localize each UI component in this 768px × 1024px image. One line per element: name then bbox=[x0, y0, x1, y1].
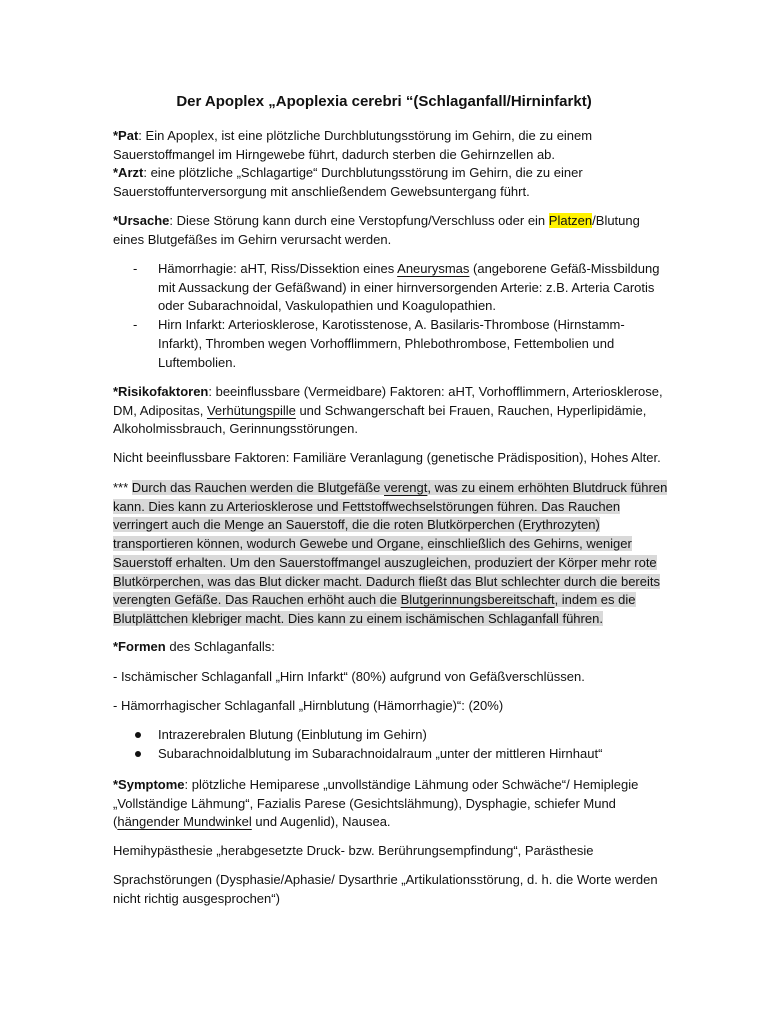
highlighted-text bbox=[113, 480, 667, 626]
dash-marker: - bbox=[133, 317, 138, 333]
rauchen-text-mid: , was zu einem erhöhten Blutdruck führen kann. Dies kann zu Arteriosklerose und Fettstoffwechselstörungen führen. Das Rauchen verringert auch die Menge an Sauerstoff, die die roten Blutkörperchen (Erythrozyten) transportieren können, wodurch Gewebe und Organe, einschließlich des Gehirns, weniger Sauerstoff erhalten. Um den Sauerstoffmangel auszugleichen, produziert der Körper mehr rote Blutkörperchen, was das Blut dicker macht. Dadurch fließt das Blut schlechter durch die bereits verengten Gefäße. Das Rauchen erhöht auch die bbox=[113, 480, 668, 608]
list-item-text-end: (angeborene Gefäß-Missbildung mit Aussackung der Gefäßwand) in einer hirnversorgenden Arterie: z.B. Arteria Carotis oder Subarachnoidal, Vaskulopathien und Koagulopathien. bbox=[158, 261, 660, 314]
symptome-text-end: und Augenlid), Nausea. bbox=[251, 814, 391, 830]
formen-label: *Formen bbox=[113, 639, 166, 654]
rauchen-paragraph bbox=[113, 479, 668, 629]
list-item-text: Hirn Infarkt: Arteriosklerose, Karotisstenose, A. Basilaris-Thrombose (Hirnstamm-Infarkt), Thromben wegen Vorhofflimmern, Phlebothrombose, Fettembolien und Luftembolien. bbox=[158, 317, 625, 370]
underlined-term: verengt bbox=[384, 480, 428, 495]
bullet-marker bbox=[135, 732, 141, 738]
underlined-term: Verhütungspille bbox=[206, 402, 296, 418]
list-item bbox=[113, 260, 668, 316]
pat-label: *Pat bbox=[113, 128, 139, 143]
hemihypaesthesie-paragraph: Hemihypästhesie „herabgesetzte Druck- bzw. Berührungsempfindung“, Parästhesie bbox=[113, 843, 594, 858]
ursache-text-end: /Blutung eines Blutgefäßes im Gehirn verursacht werden. bbox=[113, 213, 640, 247]
list-item-text: Intrazerebralen Blutung (Einblutung im Gehirn) bbox=[158, 727, 427, 742]
bullet-marker bbox=[135, 751, 141, 757]
underlined-term: hängender Mundwinkel bbox=[117, 814, 252, 830]
ischaemisch-line: - Ischämischer Schlaganfall „Hirn Infarkt“ (80%) aufgrund von Gefäßverschlüssen. bbox=[113, 669, 585, 684]
haemorrhagisch-line: - Hämorrhagischer Schlaganfall „Hirnblutung (Hämorrhagie)“: (20%) bbox=[113, 698, 504, 713]
ursache-list bbox=[113, 260, 668, 372]
list-item bbox=[113, 726, 668, 745]
page-title: Der Apoplex „Apoplexia cerebri “(Schlaganfall/Hirninfarkt) bbox=[176, 93, 592, 110]
risiko-label: *Risikofaktoren bbox=[113, 384, 209, 399]
definition-paragraph bbox=[113, 127, 668, 202]
arzt-text: : eine plötzliche „Schlagartige“ Durchblutungsstörung im Gehirn, die zu einer Sauerstoffunterversorgung mit anschließendem Gewebsuntergang führt. bbox=[113, 165, 583, 200]
list-item bbox=[113, 316, 668, 372]
stars-marker: *** bbox=[113, 480, 132, 495]
underlined-term: Aneurysmas bbox=[397, 261, 470, 276]
risiko-text-end: und Schwangerschaft bei Frauen, Rauchen, Hyperlipidämie, Alkoholmissbrauch, Gerinnungsstörungen. bbox=[113, 402, 647, 437]
formen-heading bbox=[113, 638, 668, 657]
ursache-paragraph bbox=[113, 212, 668, 249]
pat-text: : Ein Apoplex, ist eine plötzliche Durchblutungsstörung im Gehirn, die zu einem Sauerstoffmangel im Hirngewebe führt, dadurch sterben die Gehirnzellen ab. bbox=[113, 128, 593, 162]
list-item bbox=[113, 745, 668, 764]
ursache-text: : Diese Störung kann durch eine Verstopfung/Verschluss oder ein bbox=[169, 213, 549, 228]
highlighted-word: Platzen bbox=[548, 213, 593, 228]
arzt-label: *Arzt bbox=[113, 165, 144, 181]
list-item-text: Subarachnoidalblutung im Subarachnoidalraum „unter der mittleren Hirnhaut“ bbox=[158, 745, 603, 761]
sprachstoerungen-paragraph: Sprachstörungen (Dysphasie/Aphasie/ Dysarthrie „Artikulationsstörung, d. h. die Worte werden nicht richtig ausgesprochen“) bbox=[113, 872, 658, 906]
risiko-text: : beeinflussbare (Vermeidbare) Faktoren: aHT, Vorhofflimmern, Arteriosklerose, DM, Adipositas, bbox=[113, 384, 663, 418]
symptome-paragraph bbox=[113, 776, 668, 832]
underlined-term: Blutgerinnungsbereitschaft bbox=[400, 592, 555, 608]
formen-text: des Schlaganfalls: bbox=[165, 639, 275, 654]
rauchen-text: Durch das Rauchen werden die Blutgefäße bbox=[131, 480, 385, 495]
symptome-label: *Symptome bbox=[113, 777, 185, 792]
nicht-beeinflussbar-paragraph: Nicht beeinflussbare Faktoren: Familiäre Veranlagung (genetische Prädisposition), Hohes Alter. bbox=[113, 450, 661, 465]
rauchen-text-end: , indem es die Blutplättchen klebriger macht. Dies kann zu einem ischämischen Schlaganfall führen. bbox=[113, 592, 636, 626]
dash-marker: - bbox=[133, 261, 138, 276]
symptome-text: : plötzliche Hemiparese „unvollständige Lähmung oder Schwäche“/ Hemiplegie „Vollständige Lähmung“, Fazialis Parese (Gesichtslähmung), Dysphagie, schiefer Mund ( bbox=[113, 777, 639, 830]
risikofaktoren-paragraph bbox=[113, 383, 668, 439]
ursache-label: *Ursache bbox=[113, 213, 170, 228]
list-item-text: Hämorrhagie: aHT, Riss/Dissektion eines bbox=[158, 261, 398, 276]
blutung-list bbox=[113, 726, 668, 763]
